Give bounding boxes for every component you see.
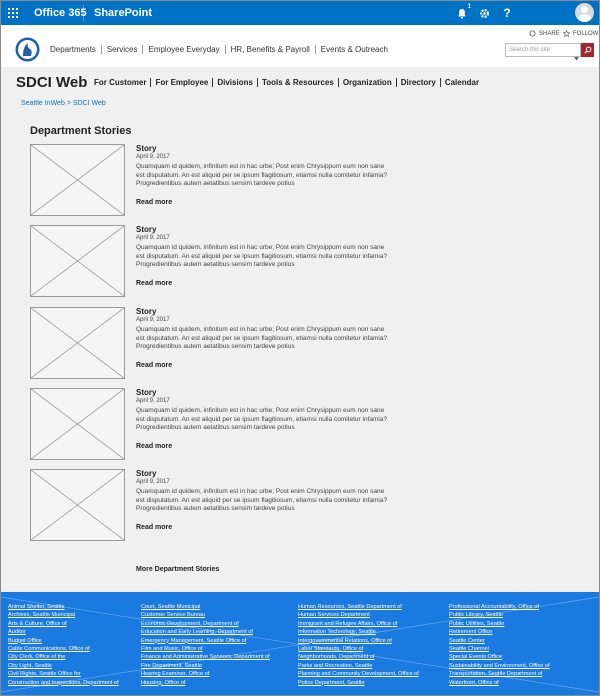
footer-link[interactable]: Customer Service Bureau — [141, 612, 206, 619]
footer-link[interactable]: Fire Department, Seattle — [141, 662, 202, 669]
help-button[interactable]: ? — [503, 6, 511, 20]
footer-link[interactable]: Labor Standards, Office of — [298, 646, 364, 653]
gear-icon — [479, 8, 490, 19]
story-image-placeholder[interactable] — [30, 144, 125, 216]
story-title[interactable]: Story — [136, 225, 157, 234]
footer-link[interactable]: Planning and Community Development, Office of — [298, 671, 419, 678]
footer-link[interactable]: Civil Rights, Seattle Office for — [8, 671, 81, 678]
story-title[interactable]: Story — [136, 469, 157, 478]
footer-link[interactable]: Education and Early Learning, Department of — [141, 629, 253, 636]
footer-link[interactable]: Archives, Seattle Municipal — [8, 612, 76, 619]
stories-heading: Department Stories — [30, 125, 132, 137]
story-item — [30, 144, 388, 216]
footer-link[interactable]: Economic Development, Department of — [141, 620, 239, 627]
footer-link[interactable]: Human Services Department — [298, 612, 370, 619]
story-image-placeholder[interactable] — [30, 469, 125, 541]
suite-bar-divider — [83, 5, 84, 21]
footer-link[interactable]: Public Library, Seattle — [449, 612, 503, 619]
story-image-placeholder[interactable] — [30, 307, 125, 379]
story-date: April 9, 2017 — [136, 235, 170, 241]
breadcrumb[interactable]: Seattle InWeb > SDCI Web — [21, 100, 106, 107]
share-button[interactable] — [529, 30, 560, 37]
story-title[interactable]: Story — [136, 144, 157, 153]
footer-link[interactable]: Public Utilities, Seattle — [449, 620, 505, 627]
story-item — [30, 225, 388, 297]
nav-item-hr-benefits-payroll[interactable]: HR, Benefits & Payroll — [225, 45, 315, 54]
footer-link[interactable]: Neighborhoods, Department of — [298, 654, 375, 661]
search-button[interactable] — [581, 43, 594, 57]
footer-link[interactable]: Seattle Channel — [449, 646, 489, 653]
nav-item-employee-everyday[interactable]: Employee Everyday — [142, 45, 224, 54]
footer-link[interactable]: Parks and Recreation, Seattle — [298, 662, 373, 669]
read-more-link[interactable]: Read more — [136, 524, 173, 531]
star-icon — [563, 30, 570, 37]
notification-count: 1 — [467, 4, 471, 10]
footer-link[interactable]: Police Department, Seattle — [298, 679, 365, 686]
story-excerpt: Quamquam id quidem, infinitum est in hac urbe; Post enim Chrysippum eum non sane est disputatum. An est aliquid per se ipsum flagitiosum, etiamsi nulla comitetur infamia? Progredientibus autem aetatibus sensim tardeve potius — [136, 244, 388, 268]
footer-link[interactable]: Cable Communications, Office of — [8, 646, 90, 653]
story-date: April 9, 2017 — [136, 154, 170, 160]
footer-link[interactable]: Transportation, Seattle Department of — [449, 671, 543, 678]
footer-link[interactable]: City Light, Seattle — [8, 662, 52, 669]
story-date: April 9, 2017 — [136, 479, 170, 485]
nav-item-services[interactable]: Services — [101, 45, 143, 54]
site-nav-divisions[interactable]: Divisions — [212, 78, 257, 87]
share-icon — [529, 30, 536, 37]
footer-link[interactable]: Special Events Office — [449, 654, 503, 661]
footer-link[interactable]: Court, Seattle Municipal — [141, 604, 201, 610]
story-item — [30, 469, 388, 541]
footer-link[interactable]: Finance and Administrative Services, Department of — [141, 654, 270, 661]
story-item — [30, 307, 388, 379]
footer-link[interactable]: Emergency Management, Seattle Office of — [141, 637, 247, 644]
footer-link[interactable]: Information Technology, Seattle — [298, 629, 376, 636]
bell-icon — [457, 8, 467, 19]
footer-link[interactable]: Housing, Office of — [141, 679, 186, 686]
office365-link[interactable]: Office 365 — [34, 7, 87, 19]
footer-link[interactable]: Human Resources, Seattle Department of — [298, 604, 402, 610]
story-excerpt: Quamquam id quidem, infinitum est in hac urbe; Post enim Chrysippum eum non sane est disputatum. An est aliquid per se ipsum flagitiosum, etiamsi nulla comitetur infamia? Progredientibus autem aetatibus sensim tardeve potius — [136, 407, 388, 431]
story-item — [30, 388, 388, 460]
footer-link[interactable]: Budget Office — [8, 637, 42, 644]
global-nav — [1, 25, 599, 67]
story-image-placeholder[interactable] — [30, 225, 125, 297]
search-input[interactable]: Search this site — [505, 43, 581, 57]
story-excerpt: Quamquam id quidem, infinitum est in hac urbe; Post enim Chrysippum eum non sane est disputatum. An est aliquid per se ipsum flagitiosum, etiamsi nulla comitetur infamia? Progredientibus autem aetatibus sensim tardeve potius — [136, 163, 388, 187]
read-more-link[interactable]: Read more — [136, 280, 173, 287]
site-nav-organization[interactable]: Organization — [338, 78, 396, 87]
read-more-link[interactable]: Read more — [136, 362, 173, 369]
site-nav-directory[interactable]: Directory — [396, 78, 440, 87]
search-scope-caret[interactable] — [574, 48, 579, 66]
footer-column-1 — [8, 603, 119, 687]
footer-column-4 — [449, 603, 550, 687]
notifications-button[interactable] — [450, 1, 474, 25]
story-title[interactable]: Story — [136, 388, 157, 397]
footer-link[interactable]: Animal Shelter, Seattle — [8, 604, 65, 610]
more-stories-link[interactable]: More Department Stories — [136, 566, 220, 573]
nav-item-events-outreach[interactable]: Events & Outreach — [315, 45, 393, 54]
footer-link[interactable]: Intergovernmental Relations, Office of — [298, 637, 392, 644]
site-nav-for-employee[interactable]: For Employee — [150, 78, 212, 87]
global-nav-items — [45, 45, 393, 54]
share-label: SHARE — [539, 30, 560, 37]
footer-column-3 — [298, 603, 419, 687]
read-more-link[interactable]: Read more — [136, 199, 173, 206]
footer-link[interactable]: Arts & Culture, Office of — [8, 620, 67, 627]
footer-link[interactable]: Film and Music, Office of — [141, 646, 203, 653]
nav-item-departments[interactable]: Departments — [50, 45, 96, 54]
footer-department-links — [1, 592, 599, 696]
footer-link[interactable]: Waterfront, Office of — [449, 679, 499, 686]
footer-link[interactable]: Immigrant and Refugee Affairs, Office of — [298, 620, 398, 627]
story-excerpt: Quamquam id quidem, infinitum est in hac urbe; Post enim Chrysippum eum non sane est disputatum. An est aliquid per se ipsum flagitiosum, etiamsi nulla comitetur infamia? Progredientibus autem aetatibus sensim tardeve potius — [136, 326, 388, 350]
site-title[interactable]: SDCI Web — [16, 74, 88, 91]
footer-link[interactable]: Construction and Inspections, Department of — [8, 679, 119, 686]
chevron-down-icon — [574, 57, 579, 61]
footer-column-2 — [141, 603, 270, 687]
sharepoint-link[interactable]: SharePoint — [94, 7, 153, 19]
story-image-placeholder[interactable] — [30, 388, 125, 460]
settings-button[interactable] — [472, 1, 496, 25]
footer-link[interactable]: Professional Accountability, Office of — [449, 604, 539, 610]
story-excerpt: Quamquam id quidem, infinitum est in hac urbe; Post enim Chrysippum eum non sane est disputatum. An est aliquid per se ipsum flagitiosum, etiamsi nulla comitetur infamia? Progredientibus autem aetatibus sensim tardeve potius — [136, 488, 388, 512]
story-date: April 9, 2017 — [136, 398, 170, 404]
search-icon — [584, 46, 592, 54]
footer-link[interactable]: Retirement Office — [449, 629, 493, 636]
footer-link[interactable]: Auditor — [8, 629, 26, 636]
site-nav-tools-resources[interactable]: Tools & Resources — [257, 78, 338, 87]
footer-link[interactable]: Hearing Examiner, Office of — [141, 671, 210, 678]
read-more-link[interactable]: Read more — [136, 443, 173, 450]
footer-link[interactable]: Sustainability and Environment, Office of — [449, 662, 550, 669]
footer-link[interactable]: City Clerk, Office of the — [8, 654, 66, 661]
story-date: April 9, 2017 — [136, 317, 170, 323]
app-launcher-icon[interactable] — [1, 1, 25, 25]
suite-bar — [1, 1, 599, 25]
city-seal-logo[interactable] — [15, 37, 40, 62]
follow-button[interactable] — [563, 30, 598, 37]
story-title[interactable]: Story — [136, 307, 157, 316]
site-nav — [94, 78, 483, 87]
follow-label: FOLLOW — [573, 30, 599, 37]
site-nav-for-customer[interactable]: For Customer — [94, 78, 147, 87]
site-nav-calendar[interactable]: Calendar — [440, 78, 483, 87]
avatar[interactable] — [575, 3, 594, 22]
footer-link[interactable]: Seattle Center — [449, 637, 485, 644]
